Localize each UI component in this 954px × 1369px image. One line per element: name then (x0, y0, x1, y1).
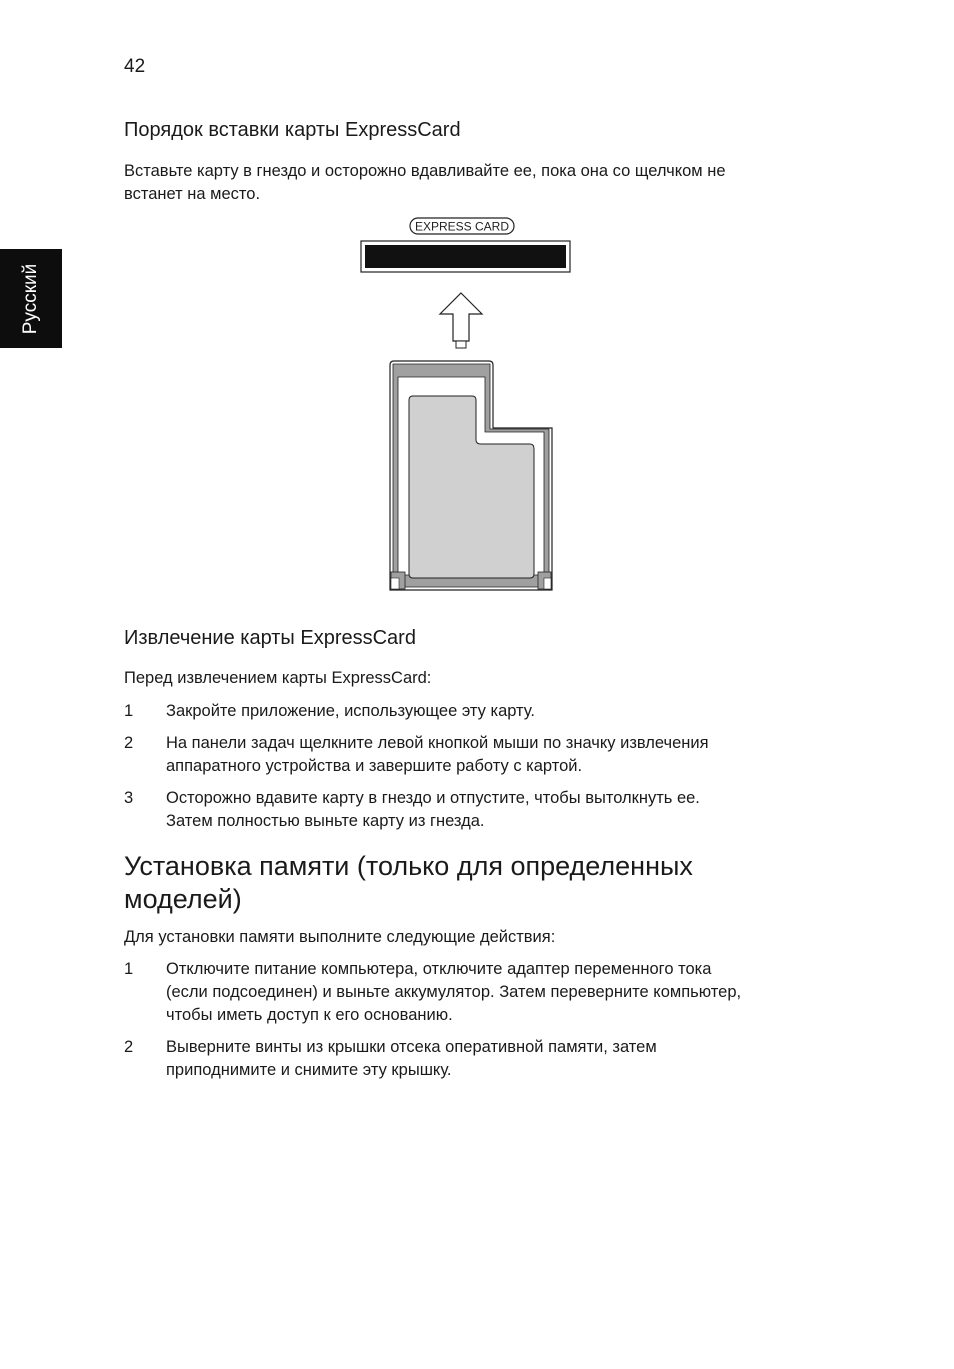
remove-intro: Перед извлечением карты ExpressCard: (124, 669, 432, 687)
section-heading-insert: Порядок вставки карты ExpressCard (124, 119, 461, 141)
insert-arrow-up-icon (440, 293, 482, 348)
expresscard-slot-icon (361, 241, 570, 272)
slot-label-text: EXPRESS CARD (414, 219, 510, 234)
slot-label-badge (410, 218, 514, 234)
list-item-text: (если подсоединен) и выньте аккумулятор. Затем переверните компьютер, (166, 983, 742, 1001)
list-item-number: 1 (124, 702, 134, 720)
insert-paragraph (124, 160, 824, 206)
list-item-text: Затем полностью выньте карту из гнезда. (166, 812, 485, 830)
list-item-text: аппаратного устройства и завершите работу с картой. (166, 757, 583, 775)
list-item-number: 1 (124, 960, 134, 978)
page-number: 42 (124, 56, 146, 77)
list-item-text: чтобы иметь доступ к его основанию. (166, 1006, 453, 1024)
list-item-number: 3 (124, 789, 134, 807)
insert-paragraph-line: встанет на место. (124, 185, 261, 203)
list-item-text: Закройте приложение, использующее эту карту. (166, 702, 535, 720)
language-side-tab (0, 249, 62, 348)
list-item-number: 2 (124, 1038, 134, 1056)
list-item-text: приподнимите и снимите эту крышку. (166, 1061, 452, 1079)
heading-line: Установка памяти (только для определенных (124, 851, 693, 881)
section-heading-remove: Извлечение карты ExpressCard (124, 627, 416, 649)
list-item-text: На панели задач щелкните левой кнопкой мыши по значку извлечения (166, 734, 709, 752)
list-item-text: Осторожно вдавите карту в гнездо и отпустите, чтобы вытолкнуть ее. (166, 789, 700, 807)
heading-line: моделей) (124, 884, 242, 914)
expresscard-figure (355, 213, 575, 593)
list-item-text: Отключите питание компьютера, отключите адаптер переменного тока (166, 960, 712, 978)
list-item-number: 2 (124, 734, 134, 752)
expresscard-icon (390, 361, 552, 590)
section-heading-memory (124, 850, 824, 916)
list-item-text: Выверните винты из крышки отсека оперативной памяти, затем (166, 1038, 657, 1056)
insert-paragraph-line: Вставьте карту в гнездо и осторожно вдавливайте ее, пока она со щелчком не (124, 162, 726, 180)
side-tab-label: Русский (20, 263, 41, 335)
memory-intro: Для установки памяти выполните следующие действия: (124, 928, 556, 946)
